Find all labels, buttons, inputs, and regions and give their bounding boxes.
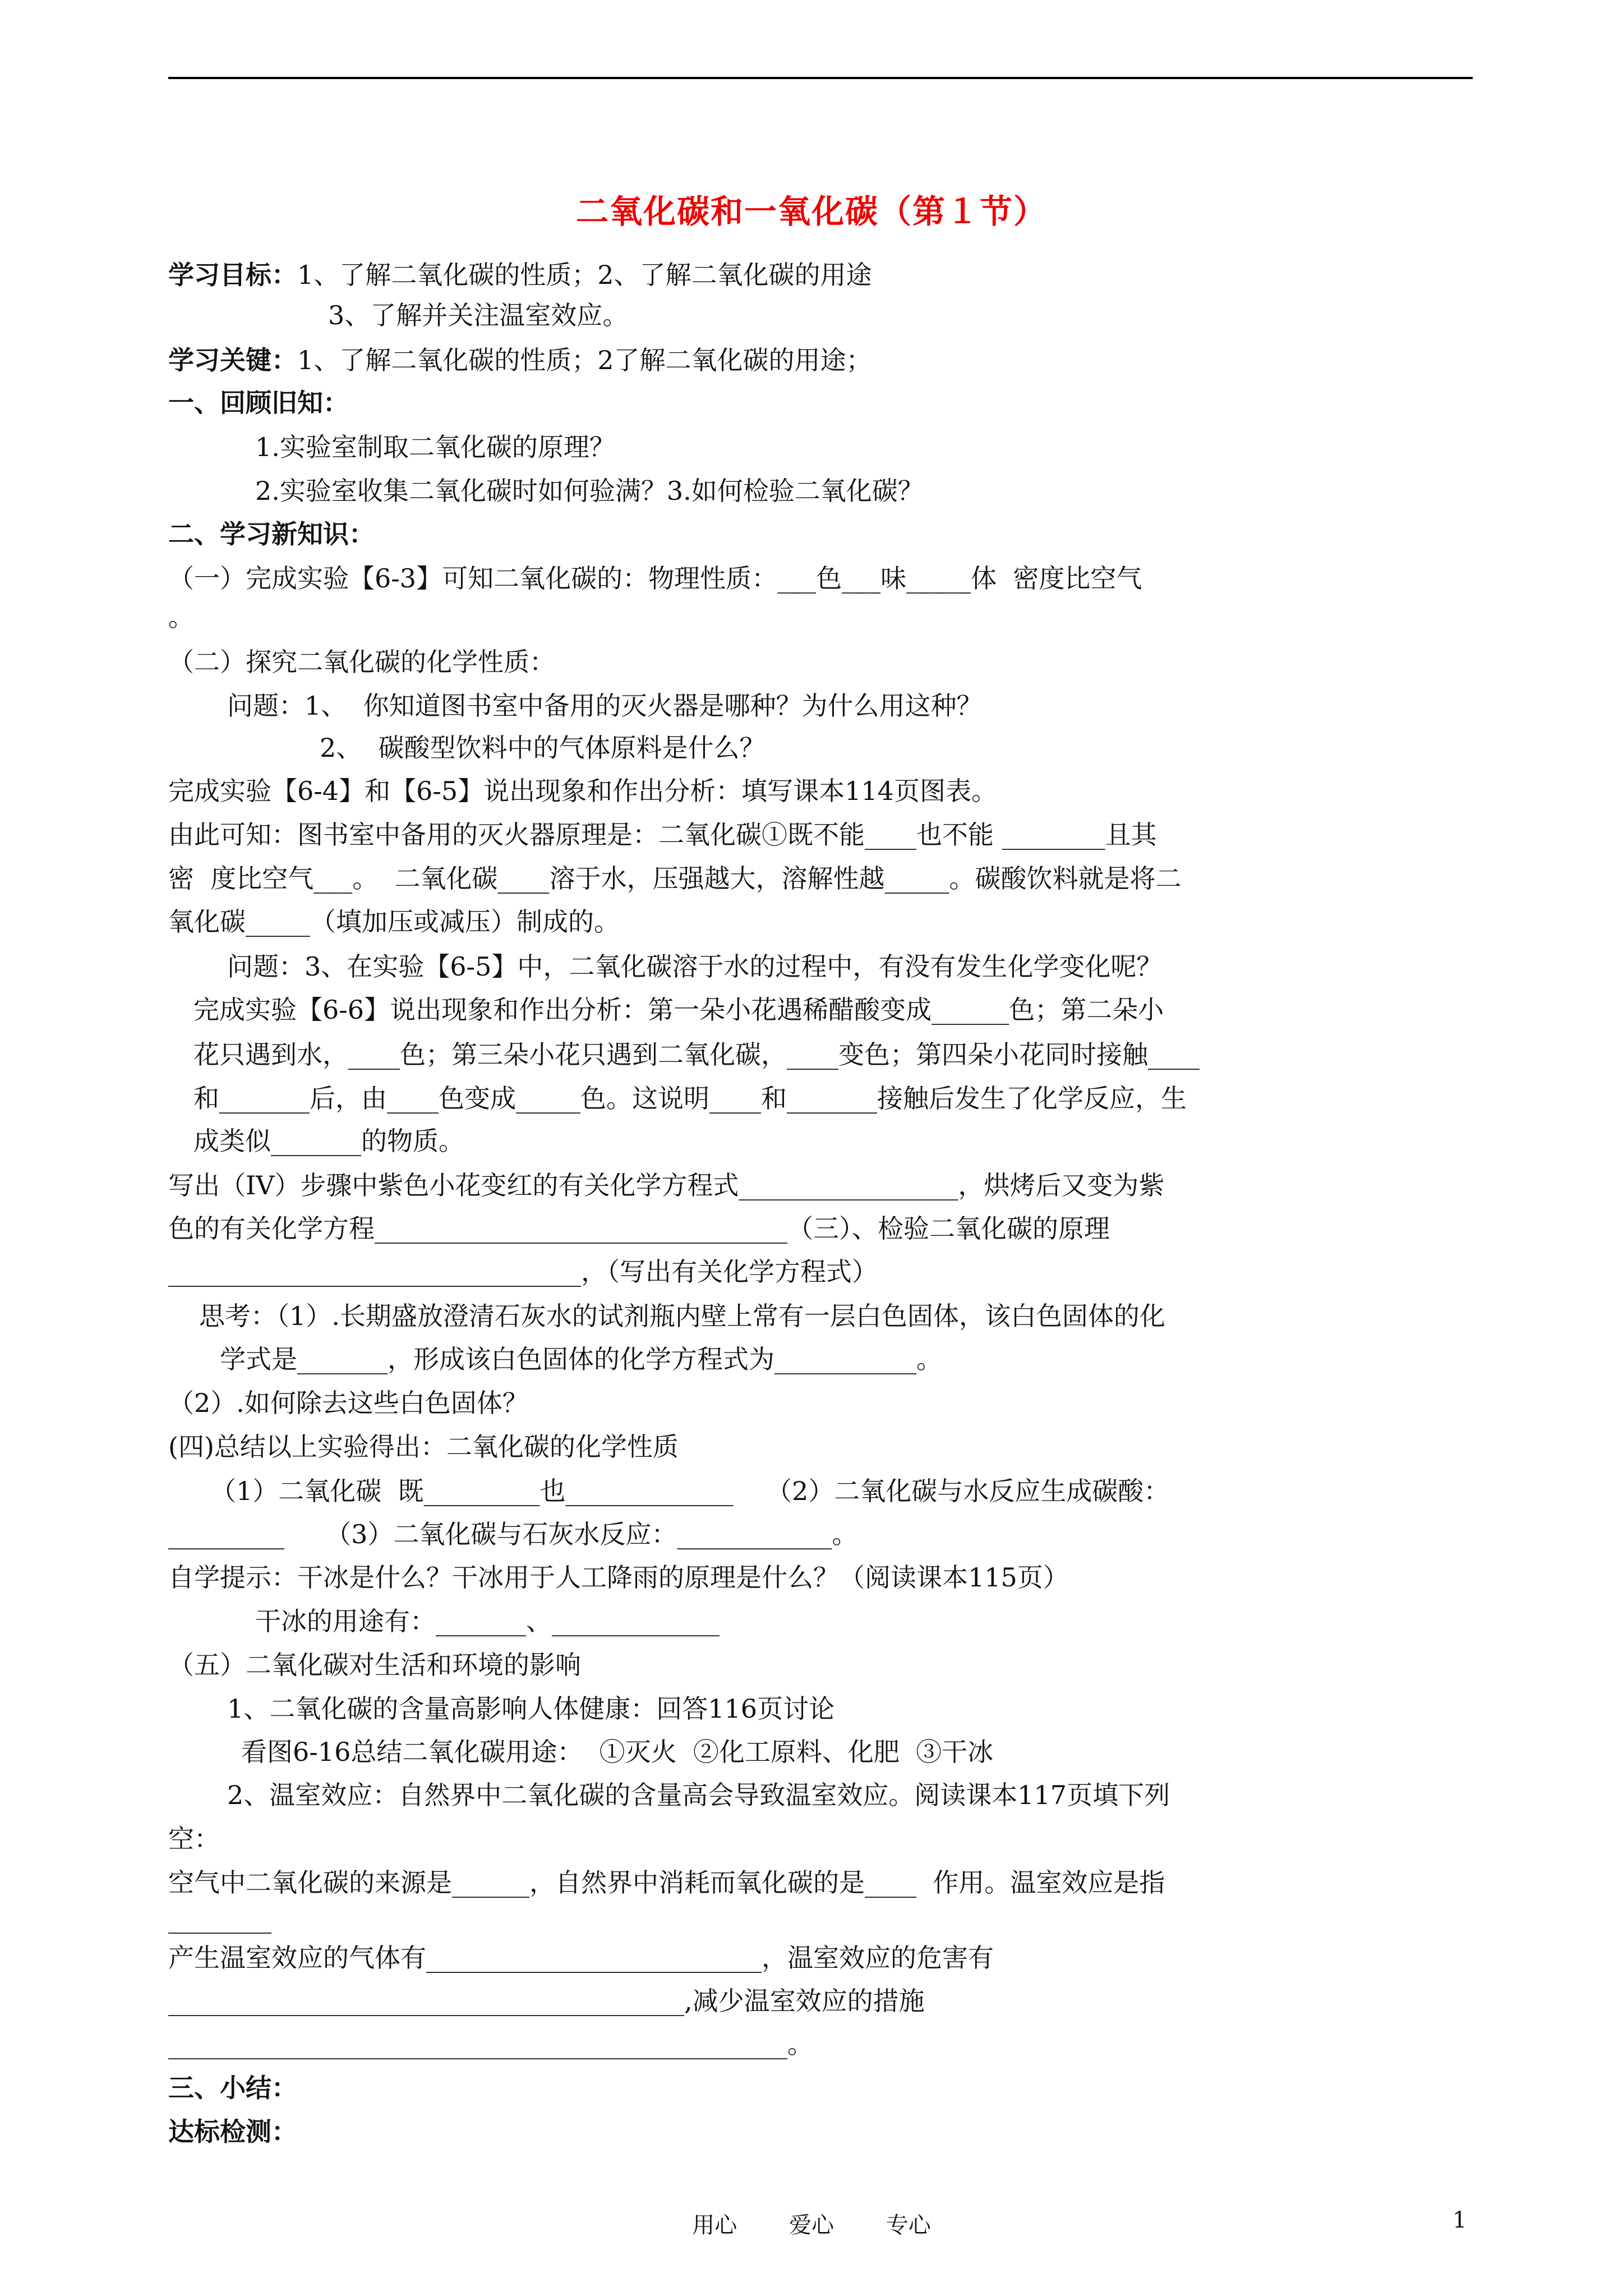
doc-line xyxy=(227,950,1162,983)
footer-item: 用心 xyxy=(692,2212,737,2238)
doc-line xyxy=(168,1168,1164,1202)
line-text: 氧化碳_____（填加压或减压）制成的。 xyxy=(168,907,620,937)
line-text: 1、二氧化碳的含量高影响人体健康：回答116页讨论 xyxy=(227,1694,835,1724)
line-heading: 学习关键： xyxy=(168,345,297,375)
line-text: 1.实验室制取二氧化碳的原理？ xyxy=(255,432,615,462)
doc-line xyxy=(168,2071,297,2105)
line-text: 花只遇到水，____色；第三朵小花只遇到二氧化碳，____变色；第四朵小花同时接触____ xyxy=(193,1039,1200,1070)
doc-line xyxy=(168,2115,297,2148)
line-text: 写出（IV）步骤中紫色小花变红的有关化学方程式_________________，烘烤后又变为紫 xyxy=(168,1170,1165,1200)
doc-line xyxy=(168,1212,1110,1245)
doc-line xyxy=(168,2027,813,2061)
doc-line xyxy=(168,1648,581,1682)
doc-line xyxy=(168,1255,878,1289)
doc-line xyxy=(168,1561,1069,1594)
line-text: ________ xyxy=(168,1903,271,1934)
line-text: （1）二氧化碳 既_________也_____________ （2）二氧化碳与水反应生成碳酸： xyxy=(210,1476,1170,1506)
line-text: 看图6-16总结二氧化碳用途： ①灭火 ②化工原料、化肥 ③干冰 xyxy=(241,1737,994,1767)
doc-line xyxy=(227,1778,1170,1812)
doc-line xyxy=(227,689,983,723)
doc-line xyxy=(255,430,615,464)
doc-line xyxy=(199,1299,1165,1333)
line-text: 2、温室效应：自然界中二氧化碳的含量高会导致温室效应。阅读课本117页填下列 xyxy=(227,1780,1170,1810)
line-text: 密 度比空气___。 二氧化碳____溶于水，压强越大，溶解性越_____。碳酸饮料就是将二 xyxy=(168,863,1182,894)
doc-line xyxy=(168,258,872,292)
doc-line xyxy=(210,1474,1169,1508)
header-rule xyxy=(168,77,1473,79)
line-text: 自学提示：干冰是什么？干冰用于人工降雨的原理是什么？（阅读课本115页） xyxy=(168,1562,1069,1593)
line-text: 由此可知：图书室中备用的灭火器原理是：二氧化碳①既不能____也不能 ________且其 xyxy=(168,820,1157,850)
line-text: ________________________________，（写出有关化学方程式） xyxy=(168,1257,878,1287)
doc-line xyxy=(328,298,628,332)
line-text: 色的有关化学方程________________________________（三）、检验二氧化碳的原理 xyxy=(168,1213,1110,1244)
line-text: （2）.如何除去这些白色固体？ xyxy=(168,1388,528,1418)
line-text: 和_______后，由____色变成_____色。这说明____和_______接触后发生了化学反应，生 xyxy=(193,1083,1187,1114)
line-text: 3、了解并关注温室效应。 xyxy=(328,300,629,330)
line-text: _________ （3）二氧化碳与石灰水反应：____________。 xyxy=(168,1519,858,1549)
line-text: 问题：3、在实验【6-5】中，二氧化碳溶于水的过程中，有没有发生化学变化呢？ xyxy=(227,951,1163,982)
doc-line xyxy=(168,1386,528,1420)
line-text: （五）二氧化碳对生活和环境的影响 xyxy=(168,1650,581,1680)
line-heading: 三、小结： xyxy=(168,2073,297,2103)
line-text: 2.实验室收集二氧化碳时如何验满？3.如何检验二氧化碳？ xyxy=(255,476,924,506)
line-text: 2、 碳酸型饮料中的气体原料是什么？ xyxy=(320,733,766,763)
line-text: 完成实验【6-4】和【6-5】说出现象和作出分析：填写课本114页图表。 xyxy=(168,776,997,806)
line-text: （二）探究二氧化碳的化学性质： xyxy=(168,647,555,677)
doc-line xyxy=(168,862,1182,895)
doc-line xyxy=(220,1342,942,1376)
doc-line xyxy=(168,1866,1165,1899)
doc-line xyxy=(168,645,555,679)
line-heading: 二、学习新知识： xyxy=(168,519,375,549)
footer-item: 爱心 xyxy=(789,2212,834,2238)
doc-line xyxy=(168,600,194,634)
line-heading: 一、回顾旧知： xyxy=(168,388,349,418)
footer-item: 专心 xyxy=(886,2212,931,2238)
line-text: 学式是_______，形成该白色固体的化学方程式为___________。 xyxy=(220,1344,942,1374)
doc-line xyxy=(168,562,1142,595)
line-text: 问题：1、 你知道图书室中备用的灭火器是哪种？为什么用这种？ xyxy=(227,691,983,721)
doc-line xyxy=(168,818,1157,852)
doc-line xyxy=(168,517,375,551)
doc-line xyxy=(193,1082,1187,1115)
doc-line xyxy=(168,1902,271,1935)
line-text: 1、了解二氧化碳的性质；2、了解二氧化碳的用途 xyxy=(297,260,872,290)
doc-line xyxy=(241,1735,993,1769)
line-heading: 学习目标： xyxy=(168,260,297,290)
page-number: 1 xyxy=(1453,2207,1467,2233)
doc-line xyxy=(193,1038,1200,1071)
line-text: 产生温室效应的气体有__________________________，温室效应的危害有 xyxy=(168,1943,994,1973)
doc-line xyxy=(320,731,766,765)
doc-line xyxy=(168,386,349,420)
line-text: 1、了解二氧化碳的性质；2了解二氧化碳的用途； xyxy=(297,345,872,375)
doc-line xyxy=(168,774,997,808)
line-text: 空： xyxy=(168,1824,220,1854)
doc-line xyxy=(168,1984,925,2018)
doc-line xyxy=(227,1692,834,1726)
doc-line xyxy=(168,1822,220,1856)
line-text: 干冰的用途有：_______、_____________ xyxy=(255,1606,720,1636)
line-text: 完成实验【6-6】说出现象和作出分析：第一朵小花遇稀醋酸变成______色；第二朵小 xyxy=(193,995,1164,1025)
page-footer xyxy=(0,2207,1623,2239)
doc-line xyxy=(255,1604,720,1638)
doc-line xyxy=(168,1941,994,1975)
line-text: 成类似_______的物质。 xyxy=(193,1126,464,1156)
line-heading: 达标检测： xyxy=(168,2116,297,2147)
doc-line xyxy=(193,1124,464,1158)
doc-line xyxy=(168,905,620,938)
doc-line xyxy=(193,993,1164,1027)
doc-line xyxy=(168,1517,857,1551)
line-text: 思考：（1）.长期盛放澄清石灰水的试剂瓶内壁上常有一层白色固体，该白色固体的化 xyxy=(199,1301,1165,1331)
line-text: 。 xyxy=(168,602,194,632)
line-text: 空气中二氧化碳的来源是______，自然界中消耗而氧化碳的是____ 作用。温室效应是指 xyxy=(168,1867,1165,1898)
line-text: （一）完成实验【6-3】可知二氧化碳的：物理性质：___色___味_____体 密度比空气 xyxy=(168,563,1142,593)
doc-line xyxy=(255,474,924,508)
line-text: ________________________________________________。 xyxy=(168,2029,813,2059)
doc-line xyxy=(168,1430,679,1464)
line-text: ________________________________________,减少温室效应的措施 xyxy=(168,1986,925,2016)
line-text: (四)总结以上实验得出：二氧化碳的化学性质 xyxy=(168,1432,679,1462)
page-title: 二氧化碳和一氧化碳（第１节） xyxy=(575,192,1047,231)
doc-line xyxy=(168,343,872,377)
